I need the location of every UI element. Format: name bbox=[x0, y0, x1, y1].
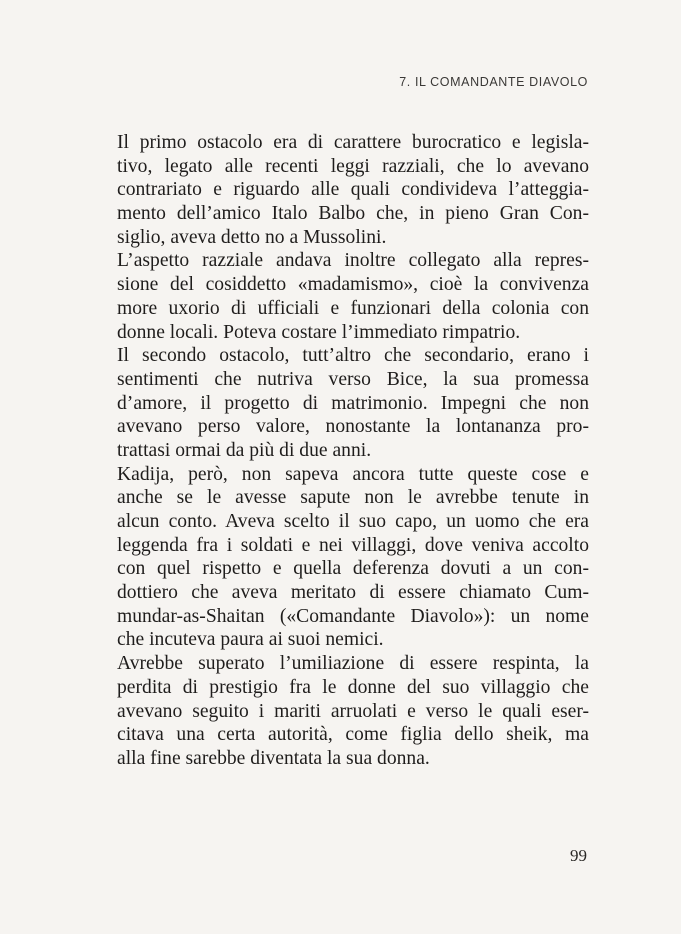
text-line: contrariato e riguardo alle quali condivideva l’atteggia- bbox=[117, 179, 589, 201]
text-line: Il secondo ostacolo, tutt’altro che secondario, erano i bbox=[117, 345, 589, 367]
text-line: tivo, legato alle recenti leggi razziali, che lo avevano bbox=[117, 155, 589, 177]
text-line: more uxorio di ufficiali e funzionari della colonia con bbox=[117, 297, 589, 319]
text-line: sentimenti che nutriva verso Bice, la sua promessa bbox=[117, 368, 589, 390]
text-line: alla fine sarebbe diventata la sua donna. bbox=[117, 747, 430, 769]
text-line: mento dell’amico Italo Balbo che, in pieno Gran Con- bbox=[117, 203, 589, 225]
text-line: trattasi ormai da più di due anni. bbox=[117, 439, 372, 461]
text-line: L’aspetto razziale andava inoltre collegato alla repres- bbox=[117, 250, 589, 272]
text-line: Il primo ostacolo era di carattere burocratico e legisla- bbox=[117, 132, 589, 153]
text-line: citava una certa autorità, come figlia dello sheik, ma bbox=[117, 724, 589, 746]
text-line: sione del cosiddetto «madamismo», cioè la convivenza bbox=[117, 274, 589, 296]
text-line: siglio, aveva detto no a Mussolini. bbox=[117, 226, 387, 248]
text-line: anche se le avesse sapute non le avrebbe tenute in bbox=[117, 487, 589, 509]
text-line: leggenda fra i soldati e nei villaggi, dove veniva accolto bbox=[117, 534, 589, 556]
running-head: 7. IL COMANDANTE DIAVOLO bbox=[399, 75, 588, 89]
text-line: Kadija, però, non sapeva ancora tutte queste cose e bbox=[117, 463, 589, 485]
text-line: che incuteva paura ai suoi nemici. bbox=[117, 629, 384, 651]
text-line: d’amore, il progetto di matrimonio. Impegni che non bbox=[117, 392, 589, 414]
text-line: avevano seguito i mariti arruolati e verso le quali eser- bbox=[117, 700, 589, 722]
page-number: 99 bbox=[570, 846, 587, 865]
text-line: con quel rispetto e quella deferenza dovuti a un con- bbox=[117, 558, 589, 580]
text-line: avevano perso valore, nonostante la lontananza pro- bbox=[117, 416, 589, 438]
text-line: Avrebbe superato l’umiliazione di essere respinta, la bbox=[117, 653, 589, 675]
text-line: perdita di prestigio fra le donne del suo villaggio che bbox=[117, 676, 589, 698]
text-line: donne locali. Poteva costare l’immediato rimpatrio. bbox=[117, 321, 521, 343]
text-line: dottiero che aveva meritato di essere chiamato Cum- bbox=[117, 582, 589, 604]
text-line: alcun conto. Aveva scelto il suo capo, un uomo che era bbox=[117, 511, 589, 532]
text-line: mundar-as-Shaitan («Comandante Diavolo»): un nome bbox=[117, 605, 589, 627]
body-text bbox=[117, 131, 589, 771]
